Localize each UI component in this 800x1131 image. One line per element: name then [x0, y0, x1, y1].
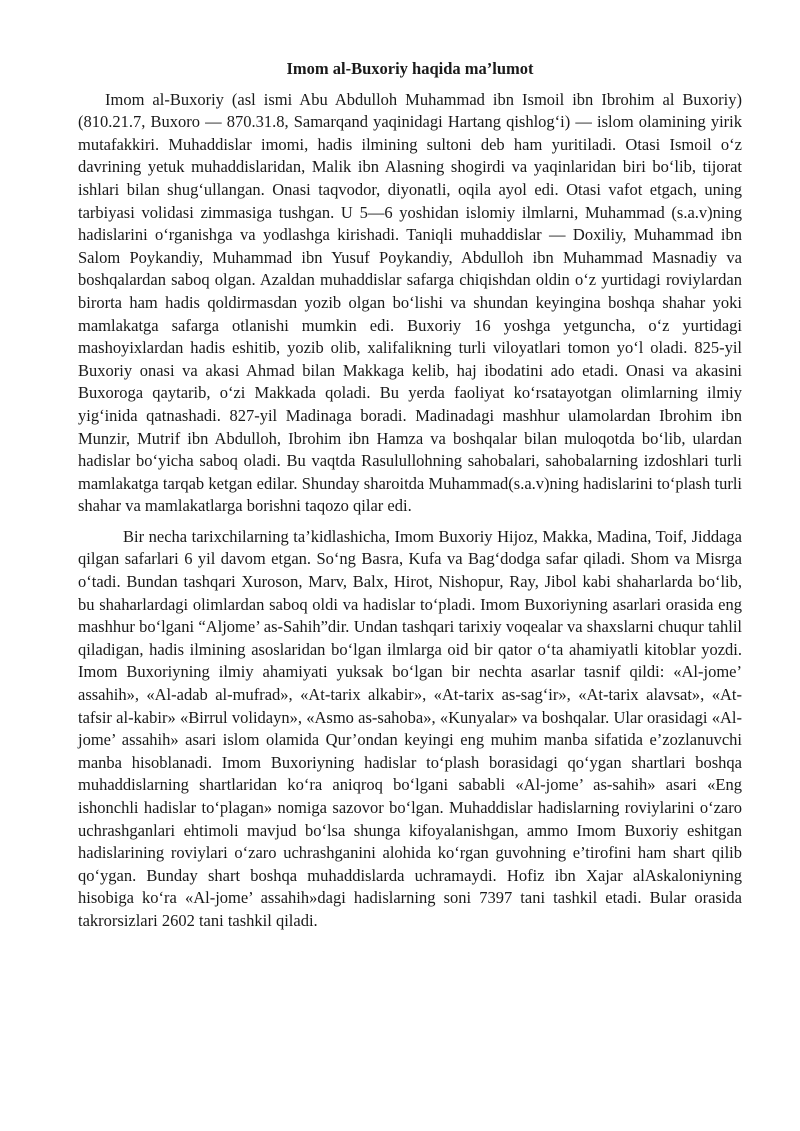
document-page: [78, 58, 742, 933]
document-title: Imom al-Buxoriy haqida ma’lumot: [286, 59, 534, 78]
paragraph-biography: Imom al-Buxoriy (asl ismi Abu Abdulloh Muhammad ibn Ismoil ibn Ibrohim al Buxoriy) (810.21.7, Buxoro — 870.31.8, Samarqand yaqinidagi Hartang qishlog‘i) — islom olamining yirik mutafakkiri. Muhaddislar imomi, hadis ilmining sultoni deb ham yuritiladi. Otasi Ismoil o‘z davrining yetuk muhaddislaridan, Malik ibn Alasning shogirdi va yaqinlaridan biri bo‘lib, tijorat ishlari bilan shug‘ullangan. Onasi taqvodor, diyonatli, oqila ayol edi. Otasi vafot etgach, uning tarbiyasi volidasi zimmasiga tushgan. U 5—6 yoshidan islomiy ilmlarni, Muhammad (s.a.v)ning hadislarini o‘rganishga va yodlashga kirishadi. Taniqli muhaddislar — Doxiliy, Muhammad ibn Salom Poykandiy, Muhammad ibn Yusuf Poykandiy, Abdulloh ibn Muhammad Masnadiy va boshqalardan saboq olgan. Azaldan muhaddislar safarga chiqishdan oldin o‘z yurtidagi roviylardan birorta ham hadis qoldirmasdan yozib olgan bo‘lishi va shundan keyingina boshqa shahar yoki mamlakatga safarga otlanishi mumkin edi. Buxoriy 16 yoshga yetguncha, o‘z yurtidagi mashoyixlardan hadis eshitib, yozib olib, xalifalikning turli viloyatlari tomon yo‘l oladi. 825-yil Buxoriy onasi va akasi Ahmad bilan Makkaga kelib, haj ibodatini ado etadi. Onasi va akasini Buxoroga qaytarib, o‘zi Makkada qoladi. Bu yerda faoliyat ko‘rsatayotgan olimlarning ilmiy yig‘inida qatnashadi. 827-yil Madinaga boradi. Madinadagi mashhur ulamolardan Ibrohim ibn Munzir, Mutrif ibn Abdulloh, Ibrohim ibn Hamza va boshqalar bilan muloqotda bo‘lib, ulardan hadislar bo‘yicha saboq oladi. Bu vaqtda Rasulullohning sahobalari, sahobalarning izdoshlari turli mamlakatga tarqab ketgan edilar. Shunday sharoitda Muhammad(s.a.v)ning hadislarini to‘plash turli shahar va mamlakatlarga borishni taqozo qilar edi.: [78, 89, 742, 516]
paragraph-travels-works: Bir necha tarixchilarning ta’kidlashicha, Imom Buxoriy Hijoz, Makka, Madina, Toif, Jiddaga qilgan safarlari 6 yil davom etgan. So‘ng Basra, Kufa va Bag‘dodga safar qiladi. Shom va Misrga o‘tadi. Bundan tashqari Xuroson, Marv, Balx, Hirot, Nishopur, Ray, Jibol kabi shaharlarda bo‘lib, bu shaharlardagi olimlardan saboq oldi va hadislar to‘pladi. Imom Buxoriyning asarlari orasida eng mashhur bo‘lgani “Aljome’ as-Sahih”dir. Undan tashqari tarixiy voqealar va shaxslarni chuqur tahlil qiladigan, hadis ilmining asoslaridan bo‘lgan ilmlarga oid bir qator o‘ta ahamiyatli kitoblar yozdi. Imom Buxoriyning ilmiy ahamiyati yuksak bo‘lgan bir nechta asarlar tasnif qildi: «Al-jome’ assahih», «Al-adab al-mufrad», «At-tarix alkabir», «At-tarix as-sag‘ir», «At-tarix alavsat», «At-tafsir al-kabir» «Birrul volidayn», «Asmo as-sahoba», «Kunyalar» va boshqalar. Ular orasidagi «Al-jome’ assahih» asari islom olamida Qur’ondan keyingi eng muhim manba sifatida e’zozlanuvchi manba hisoblanadi. Imom Buxoriyning hadislar to‘plash borasidagi qo‘ygan shartlari boshqa muhaddislarning shartlaridan ko‘ra aniqroq bo‘lgani sababli «Al-jome’ as-sahih» asari «Eng ishonchli hadislar to‘plagan» nomiga sazovor bo‘lgan. Muhaddislar hadislarning roviylarini o‘zaro uchrashganlari ehtimoli mavjud bo‘lsa shunga kifoyalanishgan, ammo Imom Buxoriy eshitgan hadislarining roviylari o‘zaro uchrashganini alohida ko‘rgan guvohning e’tirofini ham shart qilib qo‘ygan. Bunday shart boshqa muhaddislarda uchramaydi. Hofiz ibn Xajar alAskaloniyning hisobiga ko‘ra «Al-jome’ assahih»dagi hadislarning soni 7397 tani tashkil etadi. Bular orasida takrorsizlari 2602 tani tashkil qiladi.: [78, 526, 742, 930]
